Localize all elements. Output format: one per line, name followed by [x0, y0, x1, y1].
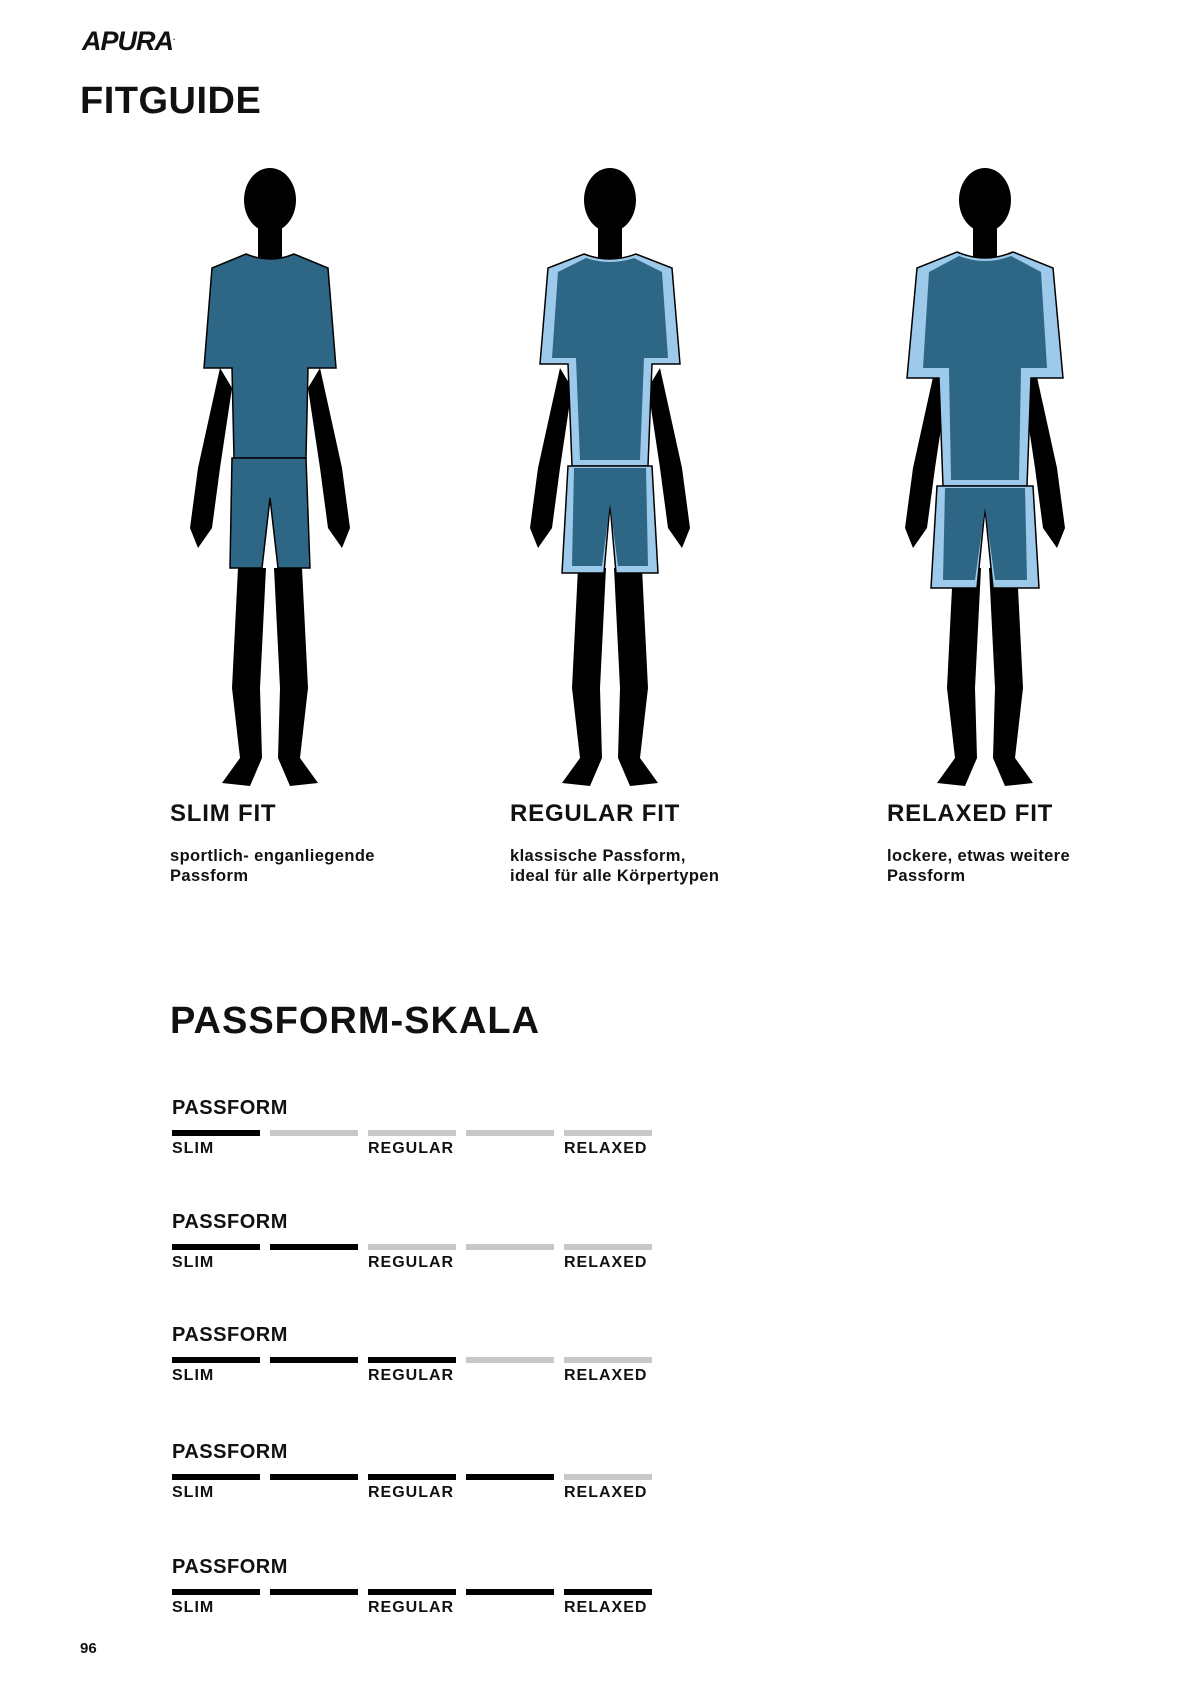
scale-segment [368, 1357, 456, 1363]
scale-segment [172, 1130, 260, 1136]
scale-segment [270, 1130, 358, 1136]
tick-regular: REGULAR [368, 1484, 455, 1501]
tick-regular: REGULAR [368, 1254, 455, 1271]
scale-segment [564, 1357, 652, 1363]
fit-description: lockere, etwas weitere Passform [887, 847, 1071, 885]
tick-regular: REGULAR [368, 1599, 455, 1616]
scale-segment [172, 1357, 260, 1363]
scale-segment [270, 1357, 358, 1363]
scale-segment [466, 1589, 554, 1595]
scale-row [172, 1441, 652, 1501]
scale-row [172, 1324, 652, 1384]
page-number: 96 [80, 1640, 97, 1657]
scale-title: PASSFORM-SKALA [170, 1000, 541, 1042]
scale-segment [466, 1357, 554, 1363]
tick-relaxed: RELAXED [564, 1599, 648, 1616]
tick-relaxed: RELAXED [564, 1367, 648, 1384]
scale-segment [466, 1244, 554, 1250]
tick-slim: SLIM [172, 1484, 215, 1501]
scale-row-label: PASSFORM [172, 1097, 288, 1119]
scale-row-label: PASSFORM [172, 1556, 288, 1578]
fit-name: RELAXED FIT [887, 800, 1054, 827]
scale-segment [270, 1244, 358, 1250]
scale-segment [368, 1244, 456, 1250]
slim-fit-figure [160, 168, 380, 798]
scale-segment [466, 1474, 554, 1480]
scale-segment [270, 1589, 358, 1595]
scale-segment [368, 1589, 456, 1595]
scale-row [172, 1097, 652, 1157]
tick-slim: SLIM [172, 1254, 215, 1271]
relaxed-fit-figure [875, 168, 1095, 798]
scale-segment [172, 1589, 260, 1595]
page-title: FITGUIDE [80, 80, 262, 122]
scale-segment [564, 1589, 652, 1595]
tick-relaxed: RELAXED [564, 1484, 648, 1501]
scale-row [172, 1556, 652, 1616]
relaxed-fit-block [887, 800, 1187, 886]
scale-segment [172, 1474, 260, 1480]
fit-description: sportlich- enganliegende Passform [170, 847, 375, 885]
scale-row [172, 1211, 652, 1271]
scale-segment [368, 1474, 456, 1480]
scale-segment [564, 1474, 652, 1480]
scale-row-label: PASSFORM [172, 1211, 288, 1233]
scale-segment [270, 1474, 358, 1480]
scale-segment [172, 1244, 260, 1250]
regular-fit-figure [500, 168, 720, 798]
scale-row-label: PASSFORM [172, 1324, 288, 1346]
tick-relaxed: RELAXED [564, 1254, 648, 1271]
tick-regular: REGULAR [368, 1140, 455, 1157]
regular-fit-block [510, 800, 810, 886]
tick-relaxed: RELAXED [564, 1140, 648, 1157]
tick-slim: SLIM [172, 1367, 215, 1384]
scale-segment [564, 1244, 652, 1250]
tick-slim: SLIM [172, 1140, 215, 1157]
apura-logo: APURA. [82, 26, 175, 56]
slim-shorts [230, 458, 310, 568]
tick-slim: SLIM [172, 1599, 215, 1616]
scale-segment [368, 1130, 456, 1136]
scale-row-label: PASSFORM [172, 1441, 288, 1463]
tick-regular: REGULAR [368, 1367, 455, 1384]
fit-name: REGULAR FIT [510, 800, 681, 827]
fit-description: klassische Passform, ideal für alle Körpertypen [510, 847, 720, 885]
fit-name: SLIM FIT [170, 800, 277, 827]
scale-segment [564, 1130, 652, 1136]
scale-segment [466, 1130, 554, 1136]
slim-fit-block [170, 800, 470, 886]
